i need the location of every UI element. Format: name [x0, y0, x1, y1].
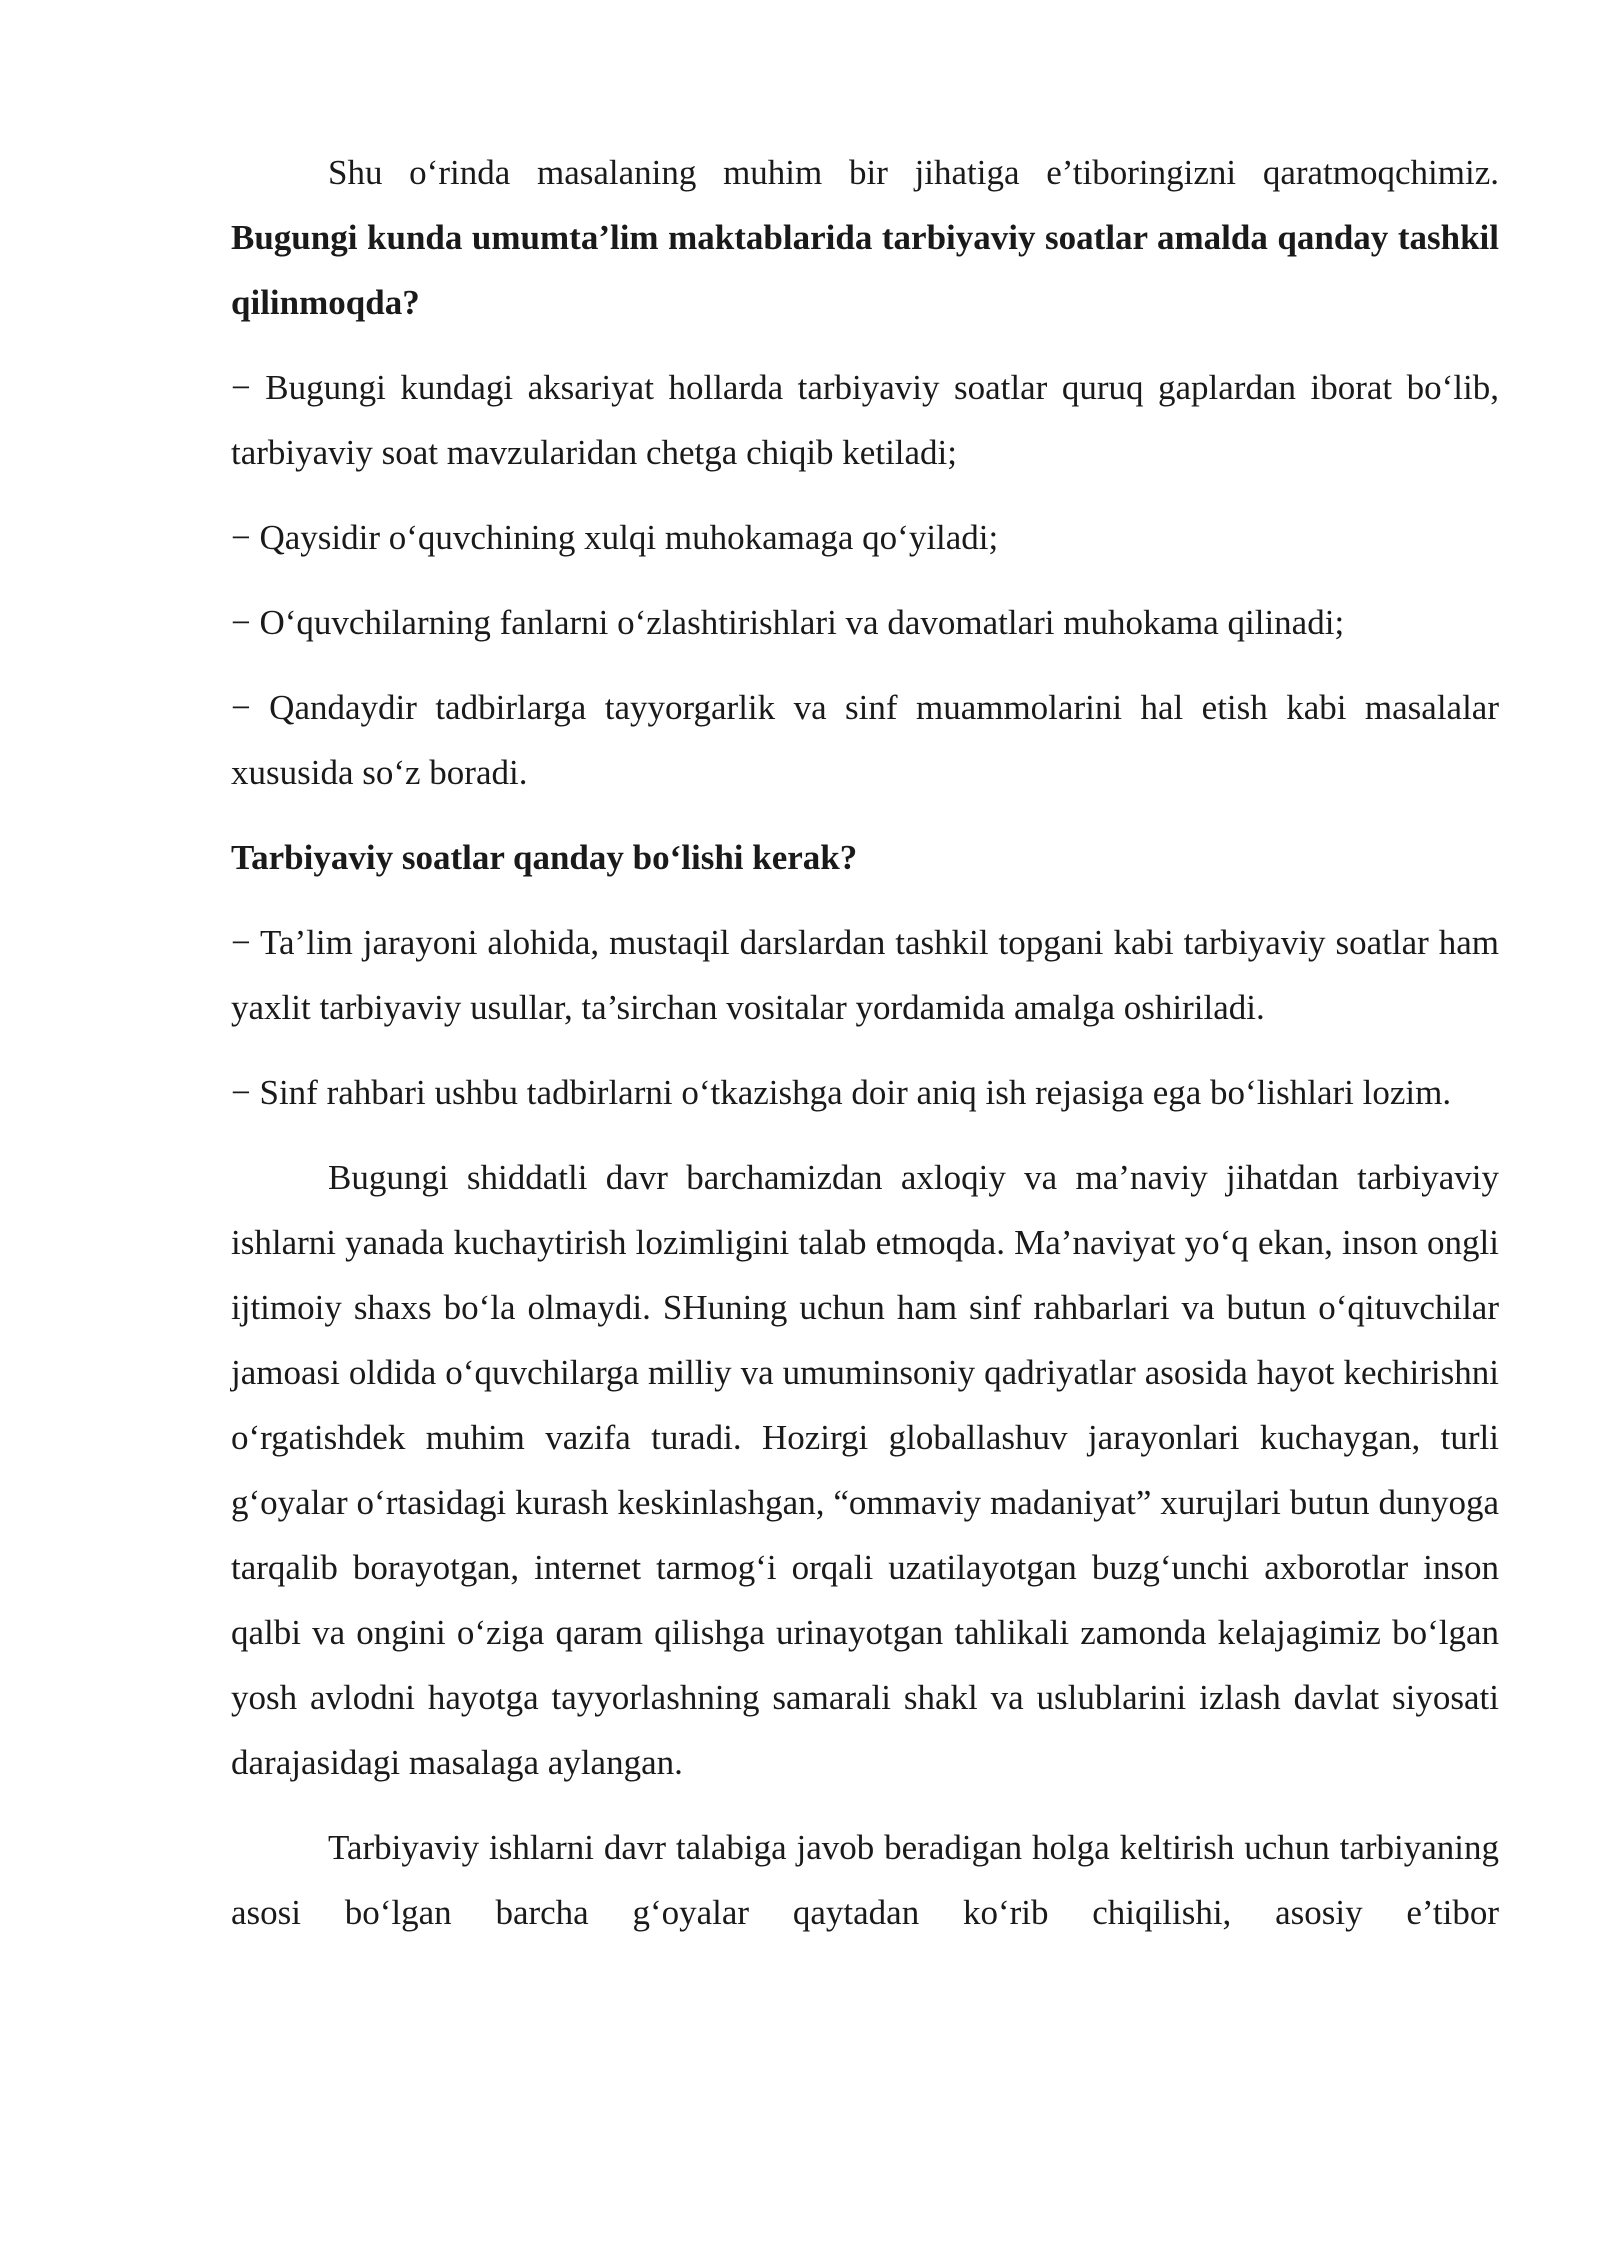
list-item: − Qandaydir tadbirlarga tayyorgarlik va sinf muammolarini hal etish kabi masalalar xususida so‘z boradi.: [231, 688, 1499, 792]
list-item: − Bugungi kundagi aksariyat hollarda tarbiyaviy soatlar quruq gaplardan iborat bo‘lib, tarbiyaviy soat mavzularidan chetga chiqib ketiladi;: [231, 368, 1499, 472]
list-item: − Qaysidir o‘quvchining xulqi muhokamaga qo‘yiladi;: [231, 518, 999, 557]
list-item: − Ta’lim jarayoni alohida, mustaqil darslardan tashkil topgani kabi tarbiyaviy soatlar ham yaxlit tarbiyaviy usullar, ta’sirchan vositalar yordamida amalga oshiriladi.: [231, 923, 1499, 1027]
body-paragraph: Bugungi shiddatli davr barchamizdan axloqiy va ma’naviy jihatdan tarbiyaviy ishlarni yanada kuchaytirish lozimligini talab etmoqda. Ma’naviyat yo‘q ekan, inson ongli ijtimoiy shaxs bo‘la olmaydi. SHuning uchun ham sinf rahbarlari va butun o‘qituvchilar jamoasi oldida o‘quvchilarga milliy va umuminsoniy qadriyatlar asosida hayot kechirishni o‘rgatishdek muhim vazifa turadi. Hozirgi globallashuv jarayonlari kuchaygan, turli g‘oyalar o‘rtasidagi kurash keskinlashgan, “ommaviy madaniyat” xurujlari butun dunyoga tarqalib borayotgan, internet tarmog‘i orqali uzatilayotgan buzg‘unchi axborotlar inson qalbi va ongini o‘ziga qaram qilishga urinayotgan tahlikali zamonda kelajagimiz bo‘lgan yosh avlodni hayotga tayyorlashning samarali shakl va uslublarini izlash davlat siyosati darajasidagi masalaga aylangan.: [231, 1158, 1499, 1782]
document-body: [231, 140, 1499, 1965]
body-paragraph-continued: Tarbiyaviy ishlarni davr talabiga javob beradigan holga keltirish uchun tarbiyaning asosi bo‘lgan barcha g‘oyalar qaytadan ko‘rib chiqilishi, asosiy e’tibor: [231, 1828, 1499, 1932]
intro-question: Bugungi kunda umumta’lim maktablarida tarbiyaviy soatlar amalda qanday tashkil qilinmoqda?: [231, 218, 1499, 322]
section-heading: Tarbiyaviy soatlar qanday bo‘lishi kerak?: [231, 838, 858, 877]
intro-text: Shu o‘rinda masalaning muhim bir jihatiga e’tiboringizni qaratmoqchimiz.: [328, 153, 1499, 192]
intro-paragraph: [231, 140, 1499, 335]
list-item: − O‘quvchilarning fanlarni o‘zlashtirishlari va davomatlari muhokama qilinadi;: [231, 603, 1345, 642]
list-item: − Sinf rahbari ushbu tadbirlarni o‘tkazishga doir aniq ish rejasiga ega bo‘lishlari lozim.: [231, 1073, 1452, 1112]
